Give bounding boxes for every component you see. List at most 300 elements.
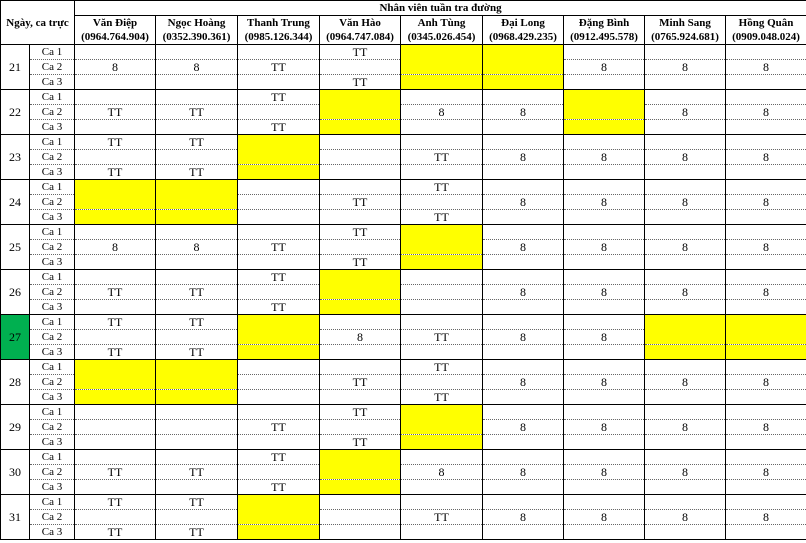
shift-cell	[320, 150, 401, 165]
day-off-cell	[75, 360, 156, 375]
shift-label: Ca 3	[30, 435, 75, 450]
shift-cell	[401, 90, 483, 105]
shift-cell: 8	[645, 465, 726, 480]
shift-cell: 8	[726, 510, 806, 525]
shift-cell: TT	[75, 345, 156, 360]
shift-cell	[645, 405, 726, 420]
shift-cell: TT	[75, 525, 156, 540]
shift-cell: TT	[320, 75, 401, 90]
shift-cell	[483, 165, 564, 180]
shift-cell: TT	[401, 510, 483, 525]
shift-cell: 8	[483, 105, 564, 120]
shift-cell	[156, 450, 238, 465]
shift-cell: 8	[645, 285, 726, 300]
shift-cell	[645, 225, 726, 240]
shift-cell: 8	[483, 375, 564, 390]
shift-row	[1, 405, 806, 420]
shift-row	[1, 435, 806, 450]
shift-cell	[238, 465, 320, 480]
shift-label: Ca 1	[30, 180, 75, 195]
shift-row	[1, 255, 806, 270]
day-off-cell	[320, 480, 401, 495]
staff-name-header: Hồng Quân	[726, 16, 806, 31]
shift-label: Ca 3	[30, 300, 75, 315]
shift-row	[1, 420, 806, 435]
day-off-cell	[401, 240, 483, 255]
shift-cell	[726, 180, 806, 195]
shift-cell: TT	[156, 135, 238, 150]
shift-cell	[238, 75, 320, 90]
shift-cell	[75, 300, 156, 315]
shift-cell	[238, 285, 320, 300]
shift-cell	[156, 510, 238, 525]
shift-cell: 8	[645, 150, 726, 165]
shift-cell	[483, 135, 564, 150]
shift-row	[1, 195, 806, 210]
shift-cell	[320, 360, 401, 375]
shift-cell	[726, 435, 806, 450]
shift-cell	[238, 210, 320, 225]
day-off-cell	[238, 150, 320, 165]
shift-cell	[726, 225, 806, 240]
day-off-cell	[320, 105, 401, 120]
shift-cell	[156, 225, 238, 240]
shift-label: Ca 1	[30, 495, 75, 510]
day-off-cell	[156, 195, 238, 210]
day-off-cell	[726, 330, 806, 345]
shift-cell: 8	[645, 195, 726, 210]
shift-cell	[645, 495, 726, 510]
shift-cell	[401, 135, 483, 150]
shift-cell: 8	[156, 240, 238, 255]
shift-cell	[401, 375, 483, 390]
shift-cell: TT	[401, 330, 483, 345]
shift-row	[1, 75, 806, 90]
shift-cell	[483, 345, 564, 360]
shift-row	[1, 285, 806, 300]
day-off-cell	[156, 375, 238, 390]
day-number: 22	[1, 90, 30, 135]
day-off-cell	[726, 345, 806, 360]
shift-cell	[320, 420, 401, 435]
shift-cell	[320, 180, 401, 195]
day-off-cell	[75, 390, 156, 405]
shift-cell	[238, 435, 320, 450]
shift-cell: 8	[320, 330, 401, 345]
day-off-cell	[238, 330, 320, 345]
shift-cell: TT	[238, 60, 320, 75]
shift-cell	[564, 135, 645, 150]
shift-cell	[75, 45, 156, 60]
shift-label: Ca 3	[30, 390, 75, 405]
day-off-cell	[238, 315, 320, 330]
shift-cell	[726, 135, 806, 150]
shift-label: Ca 1	[30, 450, 75, 465]
shift-cell: 8	[726, 375, 806, 390]
day-off-cell	[156, 180, 238, 195]
shift-cell	[75, 90, 156, 105]
day-off-cell	[401, 225, 483, 240]
shift-row	[1, 495, 806, 510]
shift-cell	[238, 225, 320, 240]
shift-row	[1, 180, 806, 195]
shift-cell	[645, 210, 726, 225]
day-off-cell	[483, 75, 564, 90]
shift-cell	[483, 90, 564, 105]
shift-cell	[726, 120, 806, 135]
shift-cell	[645, 300, 726, 315]
shift-cell: TT	[156, 465, 238, 480]
shift-cell: 8	[726, 240, 806, 255]
shift-cell	[320, 165, 401, 180]
shift-cell: TT	[238, 420, 320, 435]
day-number: 25	[1, 225, 30, 270]
shift-cell	[320, 495, 401, 510]
shift-cell	[75, 420, 156, 435]
day-number: 26	[1, 270, 30, 315]
shift-cell	[75, 75, 156, 90]
day-number: 28	[1, 360, 30, 405]
shift-cell: 8	[645, 240, 726, 255]
shift-cell	[75, 405, 156, 420]
staff-name-header: Minh Sang	[645, 16, 726, 31]
shift-label: Ca 3	[30, 345, 75, 360]
shift-cell	[726, 270, 806, 285]
shift-row	[1, 510, 806, 525]
shift-cell	[75, 255, 156, 270]
day-number: 23	[1, 135, 30, 180]
shift-cell	[75, 330, 156, 345]
shift-cell	[564, 180, 645, 195]
shift-cell	[726, 45, 806, 60]
shift-cell	[645, 360, 726, 375]
shift-cell: 8	[645, 60, 726, 75]
shift-cell: 8	[483, 150, 564, 165]
day-off-cell	[645, 345, 726, 360]
shift-cell	[238, 390, 320, 405]
day-off-cell	[156, 210, 238, 225]
shift-cell: TT	[75, 135, 156, 150]
shift-row	[1, 150, 806, 165]
shift-cell	[564, 390, 645, 405]
shift-cell: TT	[238, 300, 320, 315]
shift-label: Ca 3	[30, 525, 75, 540]
day-off-cell	[483, 60, 564, 75]
staff-phone-header: (0352.390.361)	[156, 30, 238, 45]
shift-cell	[75, 120, 156, 135]
shift-cell	[156, 255, 238, 270]
shift-cell	[320, 525, 401, 540]
shift-cell	[564, 225, 645, 240]
shift-cell	[726, 90, 806, 105]
shift-cell: 8	[75, 240, 156, 255]
shift-cell	[645, 480, 726, 495]
day-number: 30	[1, 450, 30, 495]
shift-cell: TT	[156, 285, 238, 300]
shift-cell	[75, 510, 156, 525]
shift-cell	[483, 405, 564, 420]
shift-cell: 8	[564, 375, 645, 390]
shift-cell: 8	[564, 240, 645, 255]
shift-cell: TT	[320, 435, 401, 450]
day-off-cell	[75, 210, 156, 225]
shift-cell	[645, 135, 726, 150]
shift-cell	[156, 480, 238, 495]
shift-cell	[238, 405, 320, 420]
shift-cell	[156, 330, 238, 345]
shift-row	[1, 375, 806, 390]
day-shift-header: Ngày, ca trực	[1, 1, 75, 45]
shift-cell	[401, 450, 483, 465]
shift-label: Ca 1	[30, 405, 75, 420]
shift-cell	[564, 345, 645, 360]
day-off-cell	[156, 360, 238, 375]
shift-cell	[726, 210, 806, 225]
day-off-cell	[645, 315, 726, 330]
shift-cell	[320, 60, 401, 75]
shift-cell	[238, 360, 320, 375]
shift-cell	[320, 240, 401, 255]
day-off-cell	[401, 255, 483, 270]
shift-cell	[645, 45, 726, 60]
staff-name-header: Anh Tùng	[401, 16, 483, 31]
shift-row	[1, 525, 806, 540]
shift-label: Ca 3	[30, 210, 75, 225]
header-row-names	[1, 16, 806, 31]
shift-label: Ca 2	[30, 150, 75, 165]
shift-cell: 8	[645, 105, 726, 120]
shift-cell	[483, 225, 564, 240]
shift-cell	[564, 300, 645, 315]
day-off-cell	[401, 420, 483, 435]
shift-cell: TT	[238, 240, 320, 255]
day-number: 31	[1, 495, 30, 540]
shift-cell	[320, 390, 401, 405]
staff-phone-header: (0912.495.578)	[564, 30, 645, 45]
shift-cell	[726, 495, 806, 510]
shift-cell	[564, 480, 645, 495]
shift-cell: TT	[320, 195, 401, 210]
shift-cell	[156, 120, 238, 135]
day-off-cell	[483, 45, 564, 60]
shift-cell	[645, 525, 726, 540]
shift-row	[1, 225, 806, 240]
shift-label: Ca 2	[30, 510, 75, 525]
shift-label: Ca 1	[30, 225, 75, 240]
shift-cell	[401, 315, 483, 330]
day-off-cell	[320, 450, 401, 465]
shift-cell: TT	[75, 285, 156, 300]
shift-cell	[320, 315, 401, 330]
day-off-cell	[238, 495, 320, 510]
shift-cell: TT	[75, 105, 156, 120]
shift-cell	[156, 90, 238, 105]
shift-row	[1, 60, 806, 75]
shift-cell	[156, 150, 238, 165]
shift-cell	[483, 525, 564, 540]
shift-cell	[75, 150, 156, 165]
shift-cell	[645, 270, 726, 285]
shift-cell	[401, 285, 483, 300]
shift-cell: 8	[401, 465, 483, 480]
shift-cell	[564, 495, 645, 510]
shift-cell	[564, 360, 645, 375]
shift-cell: TT	[401, 180, 483, 195]
shift-cell	[238, 105, 320, 120]
shift-cell: 8	[726, 105, 806, 120]
shift-cell	[645, 255, 726, 270]
day-off-cell	[75, 180, 156, 195]
shift-row	[1, 270, 806, 285]
staff-name-header: Văn Điệp	[75, 16, 156, 31]
shift-cell: TT	[75, 495, 156, 510]
shift-cell	[75, 270, 156, 285]
shift-cell: TT	[320, 255, 401, 270]
shift-cell: TT	[75, 165, 156, 180]
shift-cell	[726, 405, 806, 420]
staff-phone-header: (0985.126.344)	[238, 30, 320, 45]
shift-label: Ca 2	[30, 465, 75, 480]
shift-cell	[564, 255, 645, 270]
day-off-cell	[401, 60, 483, 75]
staff-name-header: Văn Hào	[320, 16, 401, 31]
shift-cell	[726, 300, 806, 315]
shift-cell	[564, 525, 645, 540]
shift-cell: 8	[564, 510, 645, 525]
day-off-cell	[75, 375, 156, 390]
shift-cell: 8	[483, 195, 564, 210]
shift-cell	[156, 435, 238, 450]
shift-cell: TT	[401, 390, 483, 405]
shift-row	[1, 360, 806, 375]
shift-label: Ca 2	[30, 375, 75, 390]
shift-row	[1, 345, 806, 360]
shift-cell	[401, 195, 483, 210]
shift-label: Ca 1	[30, 135, 75, 150]
shift-cell: TT	[320, 225, 401, 240]
shift-cell: 8	[483, 465, 564, 480]
shift-label: Ca 1	[30, 360, 75, 375]
shift-cell: 8	[726, 465, 806, 480]
shift-cell	[645, 450, 726, 465]
shift-label: Ca 2	[30, 195, 75, 210]
day-off-cell	[645, 330, 726, 345]
shift-cell	[401, 480, 483, 495]
shift-cell	[483, 210, 564, 225]
shift-cell	[401, 345, 483, 360]
shift-cell	[726, 390, 806, 405]
shift-cell: TT	[238, 270, 320, 285]
shift-cell: TT	[75, 315, 156, 330]
shift-cell	[483, 435, 564, 450]
shift-cell	[156, 270, 238, 285]
shift-cell: 8	[483, 240, 564, 255]
shift-cell: 8	[564, 330, 645, 345]
shift-cell: TT	[156, 165, 238, 180]
shift-cell: TT	[238, 90, 320, 105]
shift-cell	[726, 480, 806, 495]
shift-cell	[645, 120, 726, 135]
shift-cell	[645, 180, 726, 195]
day-number: 29	[1, 405, 30, 450]
staff-name-header: Đại Long	[483, 16, 564, 31]
shift-cell	[564, 405, 645, 420]
day-number: 21	[1, 45, 30, 90]
day-off-cell	[564, 90, 645, 105]
day-number: 27	[1, 315, 30, 360]
shift-cell: 8	[645, 510, 726, 525]
shift-label: Ca 1	[30, 315, 75, 330]
staff-group-header: Nhân viên tuần tra đường	[75, 1, 806, 16]
shift-cell	[726, 255, 806, 270]
day-number: 24	[1, 180, 30, 225]
shift-label: Ca 1	[30, 270, 75, 285]
day-off-cell	[564, 105, 645, 120]
shift-cell	[483, 315, 564, 330]
shift-cell	[726, 450, 806, 465]
shift-cell	[238, 195, 320, 210]
shift-cell: 8	[564, 420, 645, 435]
shift-cell: 8	[156, 60, 238, 75]
shift-label: Ca 3	[30, 165, 75, 180]
shift-cell	[483, 360, 564, 375]
shift-row	[1, 45, 806, 60]
shift-cell: 8	[564, 150, 645, 165]
shift-cell: 8	[483, 510, 564, 525]
staff-phone-header: (0909.048.024)	[726, 30, 806, 45]
shift-cell: 8	[564, 195, 645, 210]
shift-cell: TT	[156, 525, 238, 540]
shift-cell: 8	[726, 420, 806, 435]
shift-cell: TT	[156, 315, 238, 330]
shift-cell	[320, 345, 401, 360]
shift-cell: 8	[483, 330, 564, 345]
shift-label: Ca 3	[30, 75, 75, 90]
shift-cell: 8	[564, 465, 645, 480]
shift-label: Ca 2	[30, 60, 75, 75]
shift-cell: 8	[726, 150, 806, 165]
shift-label: Ca 2	[30, 285, 75, 300]
shift-cell	[320, 510, 401, 525]
shift-cell: TT	[156, 495, 238, 510]
shift-cell	[564, 165, 645, 180]
day-off-cell	[238, 510, 320, 525]
shift-cell: TT	[156, 105, 238, 120]
day-off-cell	[320, 465, 401, 480]
shift-cell: 8	[564, 285, 645, 300]
shift-cell: TT	[238, 480, 320, 495]
day-off-cell	[238, 525, 320, 540]
day-off-cell	[401, 45, 483, 60]
shift-cell	[483, 450, 564, 465]
day-off-cell	[238, 165, 320, 180]
shift-row	[1, 450, 806, 465]
shift-cell: TT	[401, 360, 483, 375]
shift-cell: TT	[320, 375, 401, 390]
shift-cell	[156, 45, 238, 60]
shift-cell	[401, 300, 483, 315]
shift-label: Ca 3	[30, 480, 75, 495]
shift-cell: 8	[645, 375, 726, 390]
staff-phone-header: (0765.924.681)	[645, 30, 726, 45]
shift-label: Ca 2	[30, 240, 75, 255]
shift-cell	[483, 120, 564, 135]
shift-cell: TT	[401, 210, 483, 225]
day-off-cell	[238, 345, 320, 360]
shift-cell	[726, 360, 806, 375]
shift-cell	[564, 315, 645, 330]
day-off-cell	[320, 90, 401, 105]
